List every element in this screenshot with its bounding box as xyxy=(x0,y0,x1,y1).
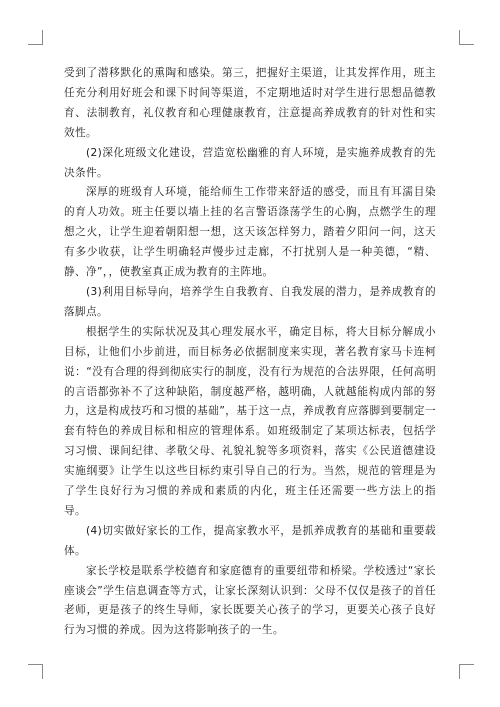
crop-mark-top-left xyxy=(28,30,43,45)
crop-mark-bottom-right xyxy=(459,664,474,679)
section-heading: (4)切实做好家长的工作，提高家教水平，是抓养成教育的基础和重要载体。 xyxy=(64,524,436,557)
section-heading: (2)深化班级文化建设，营造宽松幽雅的育人环境，是实施养成教育的先决条件。 xyxy=(64,146,436,179)
crop-mark-bottom-left xyxy=(28,664,43,679)
paragraph: 根据学生的实际状况及其心理发展水平，确定目标，将大目标分解成小目标，让他们小步前进，而目标务必依据制度来实现，著名教育家马卡连柯说：“没有合理的得到彻底实行的制度，没有行为规范的合法界限，任何高明的言语都弥补不了这种缺陷，制度越严格，越明确，人就越能构成内部的努力，这是构成技巧和习惯的基础”，基于这一点，养成教育应落脚到要制定一套有特色的养成目标和相应的管理体系。如班级制定了某项达标表，包括学习习惯、课间纪律、孝敬父母、礼貌礼貌等多项资料，落实《公民道德建设实施纲要》让学生以这些目标约束引导自己的行为。当然，规范的管理是为了学生良好行为习惯的养成和素质的内化，班主任还需要一些方法上的指导。 xyxy=(64,325,436,517)
paragraph: 家长学校是联系学校德育和家庭德育的重要纽带和桥梁。学校透过“家长座谈会”学生信息调查等方式，让家长深刻认识到：父母不仅仅是孩子的首任老师，更是孩子的终生导师，家长既要关心孩子的学习，更要关心孩子良好行为习惯的养成。因为这将影响孩子的一生。 xyxy=(64,564,436,637)
section-heading: (3)利用目标导向，培养学生自我教育、自我发展的潜力，是养成教育的落脚点。 xyxy=(64,285,436,318)
document-body xyxy=(64,64,436,641)
paragraph: 深厚的班级育人环境，能给师生工作带来舒适的感受，而且有耳濡目染的育人功效。班主任要以墙上挂的名言警语涤荡学生的心胸，点燃学生的理想之火，让学生迎着朝阳想一想，这天该怎样努力，踏着夕阳问一问，这天有多少收获，让学生明确轻声慢步过走廊，不打扰别人是一种美德，“精、静、净”，，使教室真正成为教育的主阵地。 xyxy=(64,186,436,279)
crop-mark-top-right xyxy=(459,30,474,45)
paragraph: 受到了潜移默化的熏陶和感染。第三，把握好主渠道，让其发挥作用，班主任充分利用好班会和课下时间等渠道，不定期地适时对学生进行思想品德教育、法制教育，礼仪教育和心理健康教育，注意提高养成教育的针对性和实效性。 xyxy=(64,67,436,139)
